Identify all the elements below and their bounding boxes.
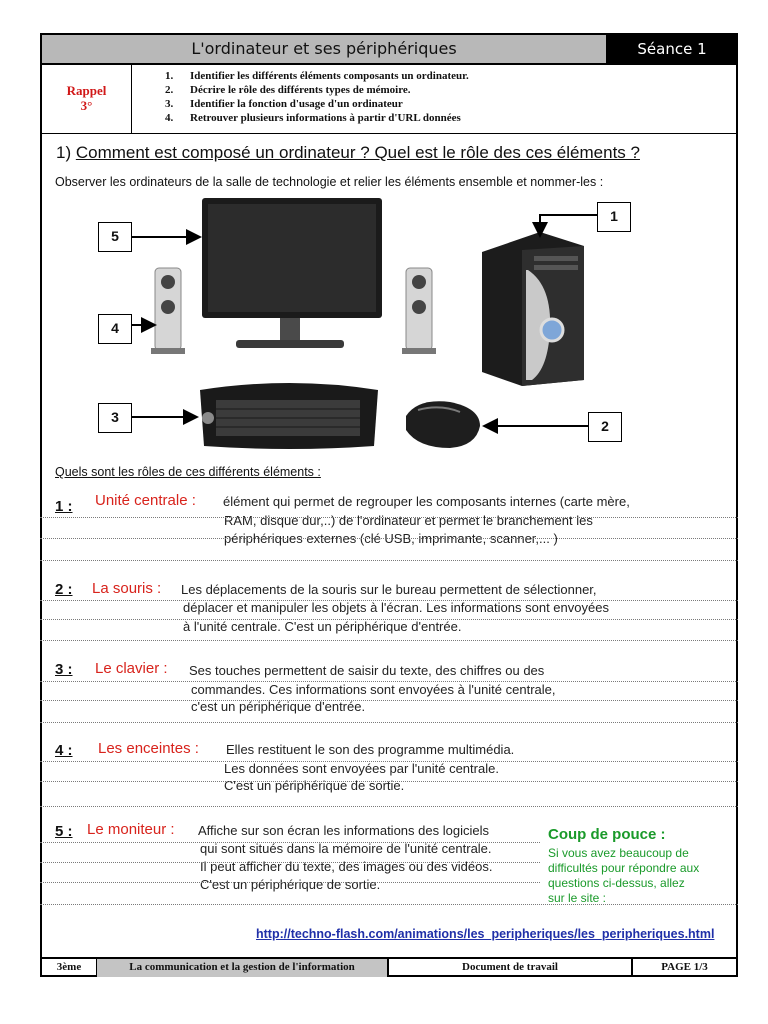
- writing-line: [40, 560, 738, 561]
- writing-line: [40, 517, 738, 518]
- footer-level: 3ème: [42, 959, 97, 977]
- roles-title: Quels sont les rôles de ces différents éléments :: [55, 465, 321, 479]
- answer-5-line: C'est un périphérique de sortie.: [200, 877, 381, 892]
- answer-1-line: RAM, disque dur,..) de l'ordinateur et permet le branchement les: [224, 513, 593, 528]
- objectives-list: [165, 69, 469, 125]
- answer-3-line: commandes. Ces informations sont envoyées à l'unité centrale,: [191, 682, 556, 697]
- answer-2-line: Les déplacements de la souris sur le bureau permettent de sélectionner,: [181, 582, 597, 597]
- question-title: 1) Comment est composé un ordinateur ? Quel est le rôle des ces éléments ?: [56, 143, 640, 162]
- answer-3-line: Ses touches permettent de saisir du texte, des chiffres ou des: [189, 663, 545, 678]
- answer-1-term: Unité centrale :: [95, 492, 196, 509]
- objective-item: 1. Identifier les différents éléments composants un ordinateur.: [165, 70, 469, 82]
- answer-3-term: Le clavier :: [95, 660, 168, 677]
- objective-item: 2. Décrire le rôle des différents types de mémoire.: [165, 84, 411, 96]
- monitor-image: [202, 198, 382, 348]
- writing-line: [40, 842, 540, 843]
- answer-1-number: 1 :: [55, 498, 73, 515]
- answer-4-term: Les enceintes :: [98, 740, 199, 757]
- answer-4-line: Elles restituent le son des programme multimédia.: [226, 742, 515, 757]
- hint-line: questions ci-dessus, allez: [548, 876, 685, 890]
- footer-doc-type: Document de travail: [389, 959, 633, 977]
- answer-2-line: déplacer et manipuler les objets à l'écran. Les informations sont envoyées: [183, 600, 609, 615]
- arrow-1: [540, 215, 600, 236]
- answer-5-number: 5 :: [55, 823, 73, 840]
- answer-2-term: La souris :: [92, 580, 162, 597]
- answer-1-line: périphériques externes (clé USB, imprimante, scanner,... ): [224, 531, 558, 546]
- footer-theme: La communication et la gestion de l'information: [97, 959, 389, 977]
- label-box-2: 2: [588, 412, 622, 442]
- writing-line: [40, 882, 540, 883]
- writing-line: [40, 904, 738, 905]
- rappel-cell: [42, 65, 132, 133]
- writing-line: [40, 781, 738, 782]
- mouse-image: [406, 401, 480, 448]
- hint-line: sur le site :: [548, 891, 607, 905]
- header-divider: [42, 133, 736, 134]
- right-speaker-image: [402, 268, 436, 354]
- writing-line: [40, 700, 738, 701]
- label-box-1: 1: [597, 202, 631, 232]
- answer-2-line: à l'unité centrale. C'est un périphérique d'entrée.: [183, 619, 462, 634]
- objective-item: 4. Retrouver plusieurs informations à partir d'URL données: [165, 112, 461, 124]
- instruction-text: Observer les ordinateurs de la salle de technologie et relier les éléments ensemble et nommer-les :: [55, 175, 604, 189]
- resource-link[interactable]: http://techno-flash.com/animations/les_peripheriques/les_peripheriques.html: [256, 927, 715, 941]
- answer-2-number: 2 :: [55, 581, 73, 598]
- document-title: L'ordinateur et ses périphériques: [42, 35, 608, 65]
- answer-3-number: 3 :: [55, 661, 73, 678]
- writing-line: [40, 862, 540, 863]
- answer-4-line: C'est un périphérique de sortie.: [224, 778, 405, 793]
- computer-illustration: [40, 190, 738, 460]
- rappel-label: Rappel: [66, 83, 107, 98]
- answer-1-line: élément qui permet de regrouper les composants internes (carte mère,: [223, 494, 630, 509]
- label-box-5: 5: [98, 222, 132, 252]
- writing-line: [40, 619, 738, 620]
- rappel-level: 3°: [80, 98, 93, 113]
- answer-5-line: qui sont situés dans la mémoire de l'unité centrale.: [200, 841, 492, 856]
- left-speaker-image: [151, 268, 185, 354]
- writing-line: [40, 761, 738, 762]
- keyboard-image: [200, 383, 378, 449]
- hint-line: difficultés pour répondre aux: [548, 861, 700, 875]
- footer: [42, 957, 736, 977]
- computer-tower-image: [482, 232, 584, 386]
- writing-line: [40, 600, 738, 601]
- label-box-4: 4: [98, 314, 132, 344]
- answer-5-line: Affiche sur son écran les informations des logiciels: [198, 823, 489, 838]
- hint-title: Coup de pouce :: [548, 826, 666, 843]
- label-box-3: 3: [98, 403, 132, 433]
- answer-4-number: 4 :: [55, 742, 73, 759]
- writing-line: [40, 538, 738, 539]
- writing-line: [40, 681, 738, 682]
- writing-line: [40, 806, 738, 807]
- answer-3-line: c'est un périphérique d'entrée.: [191, 699, 366, 714]
- answer-5-line: Il peut afficher du texte, des images ou des vidéos.: [200, 859, 493, 874]
- footer-page: PAGE 1/3: [661, 961, 708, 973]
- answer-5-term: Le moniteur :: [87, 821, 175, 838]
- writing-line: [40, 640, 738, 641]
- answer-4-line: Les données sont envoyées par l'unité centrale.: [224, 761, 499, 776]
- hint-line: Si vous avez beaucoup de: [548, 846, 689, 860]
- session-label: Séance 1: [608, 35, 736, 65]
- objective-item: 3. Identifier la fonction d'usage d'un ordinateur: [165, 98, 403, 110]
- writing-line: [40, 722, 738, 723]
